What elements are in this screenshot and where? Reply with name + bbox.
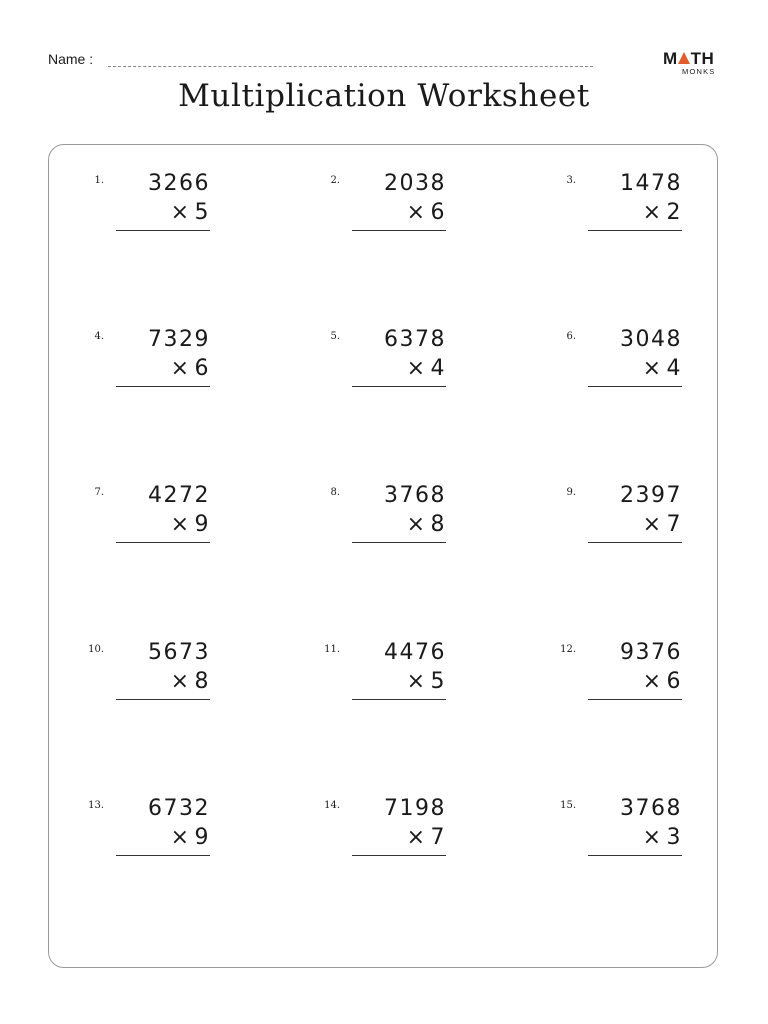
multiplier: 4 xyxy=(666,356,682,381)
times-icon: × xyxy=(406,356,427,381)
multiplier-row xyxy=(100,356,210,382)
problem-7 xyxy=(80,483,210,563)
math-monks-logo xyxy=(663,49,723,79)
multiplicand: 4272 xyxy=(148,483,210,508)
answer-line[interactable] xyxy=(588,386,682,387)
multiplier-row xyxy=(336,825,446,851)
multiplier: 2 xyxy=(666,200,682,225)
multiplier-row xyxy=(336,512,446,538)
problem-8 xyxy=(316,483,446,563)
multiplicand: 1478 xyxy=(620,171,682,196)
logo-subtext: MONKS xyxy=(682,67,716,76)
problem-14 xyxy=(316,796,446,876)
answer-line[interactable] xyxy=(352,855,446,856)
name-label: Name : xyxy=(48,51,94,67)
problem-number: 14. xyxy=(324,800,340,811)
multiplicand: 3048 xyxy=(620,327,682,352)
name-row xyxy=(48,50,593,70)
multiplier-row xyxy=(100,200,210,226)
multiplier: 7 xyxy=(666,512,682,537)
times-icon: × xyxy=(406,512,427,537)
multiplier-row xyxy=(572,512,682,538)
times-icon: × xyxy=(642,512,663,537)
answer-line[interactable] xyxy=(116,230,210,231)
problem-number: 11. xyxy=(324,644,340,655)
problem-1 xyxy=(80,171,210,251)
answer-line[interactable] xyxy=(116,386,210,387)
multiplier-row xyxy=(336,200,446,226)
answer-line[interactable] xyxy=(352,386,446,387)
page-title: Multiplication Worksheet xyxy=(178,78,590,114)
times-icon: × xyxy=(642,669,663,694)
multiplier-row xyxy=(100,669,210,695)
multiplier-row xyxy=(572,356,682,382)
multiplicand: 2038 xyxy=(384,171,446,196)
answer-line[interactable] xyxy=(116,855,210,856)
problem-12 xyxy=(552,640,682,720)
logo-wordmark xyxy=(663,49,714,69)
multiplier: 6 xyxy=(194,356,210,381)
answer-line[interactable] xyxy=(352,542,446,543)
problem-number: 5. xyxy=(330,331,340,342)
times-icon: × xyxy=(170,512,191,537)
problem-4 xyxy=(80,327,210,407)
multiplicand: 6732 xyxy=(148,796,210,821)
problem-number: 3. xyxy=(566,175,576,186)
problem-number: 2. xyxy=(330,175,340,186)
multiplier-row xyxy=(336,356,446,382)
problem-3 xyxy=(552,171,682,251)
times-icon: × xyxy=(406,825,427,850)
multiplier-row xyxy=(572,200,682,226)
problem-number: 7. xyxy=(94,487,104,498)
problem-number: 4. xyxy=(94,331,104,342)
answer-line[interactable] xyxy=(116,542,210,543)
problem-number: 8. xyxy=(330,487,340,498)
times-icon: × xyxy=(170,825,191,850)
problem-5 xyxy=(316,327,446,407)
multiplier: 9 xyxy=(194,512,210,537)
triangle-icon xyxy=(678,52,690,64)
multiplicand: 7329 xyxy=(148,327,210,352)
problem-number: 12. xyxy=(560,644,576,655)
problem-6 xyxy=(552,327,682,407)
multiplicand: 3768 xyxy=(620,796,682,821)
problem-number: 13. xyxy=(88,800,104,811)
multiplicand: 4476 xyxy=(384,640,446,665)
answer-line[interactable] xyxy=(588,542,682,543)
times-icon: × xyxy=(406,669,427,694)
problem-15 xyxy=(552,796,682,876)
times-icon: × xyxy=(642,356,663,381)
multiplier-row xyxy=(336,669,446,695)
multiplicand: 7198 xyxy=(384,796,446,821)
multiplicand: 3768 xyxy=(384,483,446,508)
multiplier: 5 xyxy=(194,200,210,225)
times-icon: × xyxy=(170,669,191,694)
multiplier: 7 xyxy=(430,825,446,850)
problem-13 xyxy=(80,796,210,876)
multiplier: 6 xyxy=(430,200,446,225)
multiplier-row xyxy=(100,825,210,851)
multiplier: 8 xyxy=(194,669,210,694)
multiplicand: 6378 xyxy=(384,327,446,352)
problem-2 xyxy=(316,171,446,251)
multiplier-row xyxy=(100,512,210,538)
problem-9 xyxy=(552,483,682,563)
multiplicand: 3266 xyxy=(148,171,210,196)
times-icon: × xyxy=(170,356,191,381)
answer-line[interactable] xyxy=(116,699,210,700)
multiplier: 9 xyxy=(194,825,210,850)
problem-10 xyxy=(80,640,210,720)
times-icon: × xyxy=(642,200,663,225)
logo-text-left: M xyxy=(663,49,678,68)
multiplicand: 9376 xyxy=(620,640,682,665)
answer-line[interactable] xyxy=(352,699,446,700)
problem-number: 10. xyxy=(88,644,104,655)
answer-line[interactable] xyxy=(588,230,682,231)
times-icon: × xyxy=(406,200,427,225)
problem-11 xyxy=(316,640,446,720)
answer-line[interactable] xyxy=(588,855,682,856)
times-icon: × xyxy=(642,825,663,850)
answer-line[interactable] xyxy=(352,230,446,231)
multiplier: 3 xyxy=(666,825,682,850)
multiplier-row xyxy=(572,669,682,695)
multiplier-row xyxy=(572,825,682,851)
times-icon: × xyxy=(170,200,191,225)
problem-number: 6. xyxy=(566,331,576,342)
answer-line[interactable] xyxy=(588,699,682,700)
multiplier: 8 xyxy=(430,512,446,537)
multiplier: 4 xyxy=(430,356,446,381)
problem-number: 1. xyxy=(94,175,104,186)
multiplicand: 2397 xyxy=(620,483,682,508)
multiplier: 6 xyxy=(666,669,682,694)
problem-number: 9. xyxy=(566,487,576,498)
multiplicand: 5673 xyxy=(148,640,210,665)
name-field[interactable] xyxy=(108,66,593,67)
logo-text-right: TH xyxy=(690,49,715,68)
multiplier: 5 xyxy=(430,669,446,694)
problem-number: 15. xyxy=(560,800,576,811)
